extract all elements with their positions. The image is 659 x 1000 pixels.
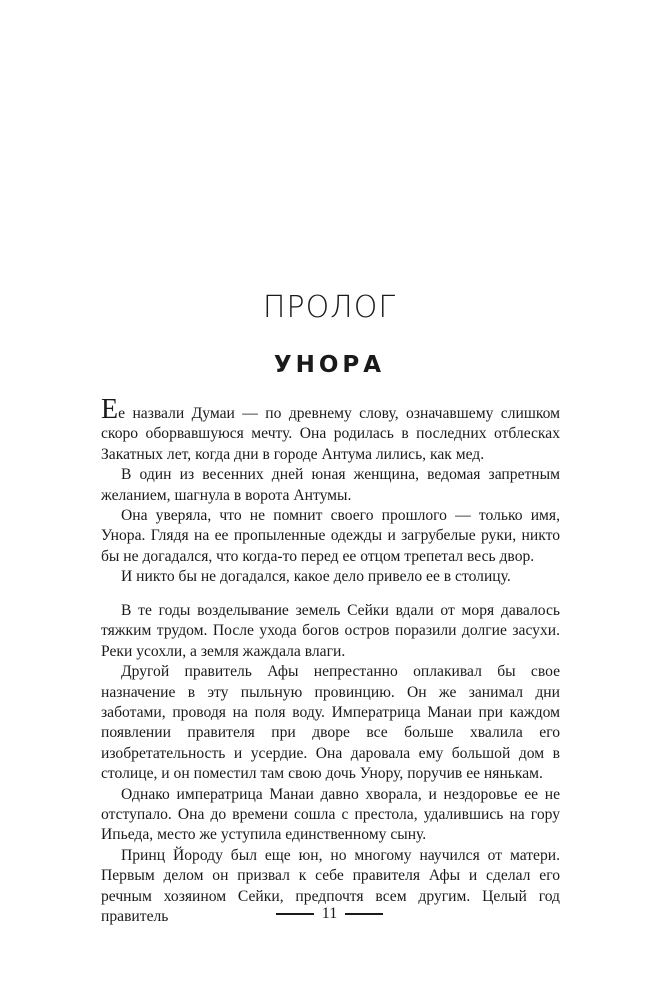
folio-dash-right <box>345 913 383 915</box>
paragraph: Принц Йороду был еще юн, но многому научился от матери. Первым делом он призвал к себе правителя Афы и сделал его речным хозяином Сейки, предпочтя всем другим. Целый год правитель <box>101 846 560 926</box>
section-title: УНОРА <box>273 352 386 378</box>
paragraph: Она уверяла, что не помнит своего прошлого — только имя, Унора. Глядя на ее пропыленные одежды и загрубелые руки, никто бы не догадался, что когда-то перед ее отцом трепетал весь двор. <box>101 507 560 565</box>
text-block-1 <box>101 394 560 588</box>
paragraph: Другой правитель Афы непрестанно оплакивал бы свое назначение в эту пыльную провинцию. Он же занимал дни заботами, проводя на поля воду. Императрица Манаи при каждом появлении правителя при дворе все больше хвалила его изобретательность и усердие. Она даровала ему большой дом в столице, и он поместил там свою дочь Унору, поручив ее нянькам. <box>101 663 560 783</box>
chapter-title: ПРОЛОГ <box>262 290 397 325</box>
folio-dash-left <box>276 913 314 915</box>
drop-cap: Е <box>101 394 119 425</box>
page-number: 11 <box>321 905 338 922</box>
page-number-footer <box>0 905 659 923</box>
paragraph: Однако императрица Манаи давно хворала, и нездоровье ее не отступало. Она до времени сошла с престола, удалившись на гору Ипьеда, место же уступила единственному сыну. <box>101 785 560 844</box>
paragraph: В те годы возделывание земель Сейки вдали от моря давалось тяжким трудом. После ухода богов остров поразили долгие засухи. Реки усохли, а земля жаждала влаги. <box>101 602 560 660</box>
paragraph-first <box>101 394 560 465</box>
text-block-2 <box>101 601 560 928</box>
paragraph: В один из весенних дней юная женщина, ведомая запретным желанием, шагнула в ворота Антумы. <box>101 466 560 504</box>
first-paragraph-text: е назвали Думаи — по древнему слову, означавшему слишком скоро оборвавшуюся мечту. Она родилась в последних отблесках Закатных лет, когда дни в городе Антума лились, как мед. <box>101 405 560 463</box>
paragraph: И никто бы не догадался, какое дело привело ее в столицу. <box>121 568 511 586</box>
